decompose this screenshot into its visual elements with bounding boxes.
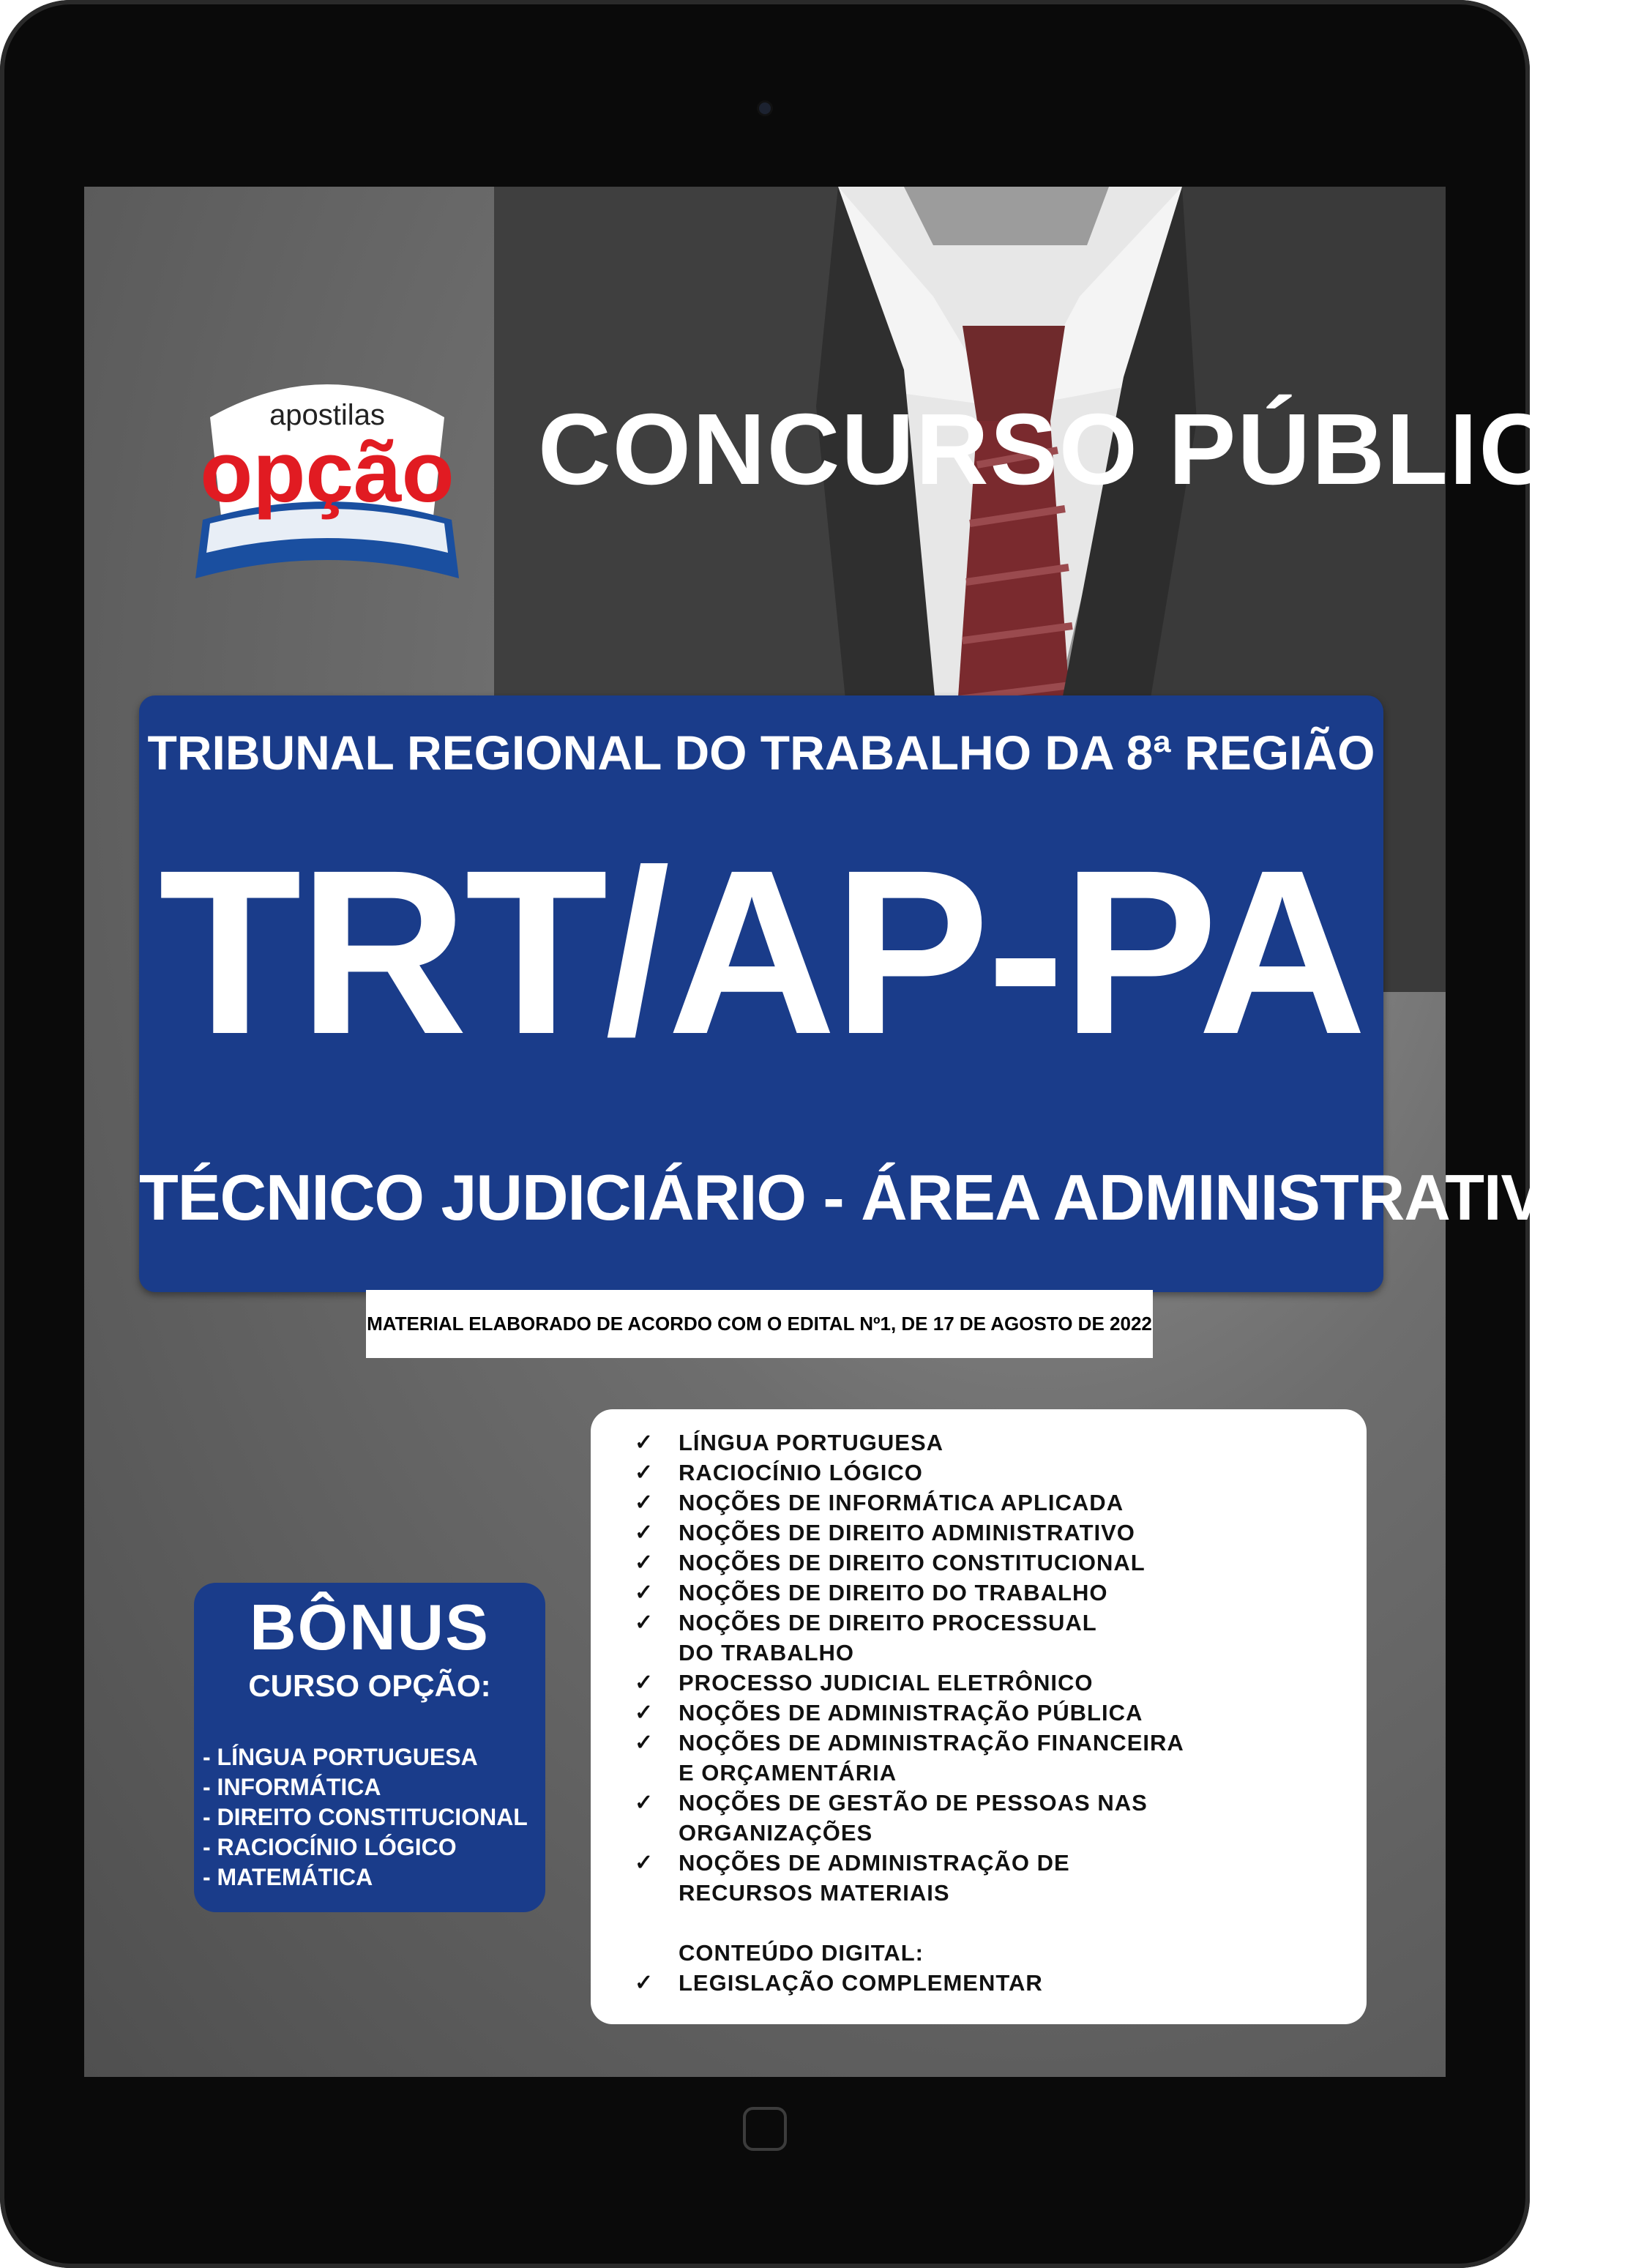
topic-item <box>627 1488 1184 1518</box>
book-cover <box>84 187 1633 2077</box>
topic-text: NOÇÕES DE DIREITO CONSTITUCIONAL <box>679 1550 1146 1575</box>
topic-text: E ORÇAMENTÁRIA <box>679 1760 897 1786</box>
bonus-list <box>203 1742 528 1892</box>
check-icon: ✓ <box>635 1671 654 1695</box>
topic-text: NOÇÕES DE ADMINISTRAÇÃO PÚBLICA <box>679 1700 1143 1726</box>
topic-item <box>627 1638 1184 1668</box>
logo-apostilas-text: apostilas <box>269 399 385 431</box>
topic-text: RACIOCÍNIO LÓGICO <box>679 1460 923 1485</box>
topic-item <box>627 1758 1184 1788</box>
topic-text: DO TRABALHO <box>679 1640 855 1665</box>
topic-item <box>627 1608 1184 1638</box>
topic-text: LEGISLAÇÃO COMPLEMENTAR <box>679 1970 1043 1996</box>
topic-item <box>627 1458 1184 1488</box>
check-icon: ✓ <box>635 1461 654 1485</box>
topic-text: NOÇÕES DE GESTÃO DE PESSOAS NAS <box>679 1790 1148 1816</box>
topic-item <box>627 1518 1184 1548</box>
topic-item <box>627 1878 1184 1908</box>
topic-text: NOÇÕES DE INFORMÁTICA APLICADA <box>679 1490 1124 1515</box>
topic-item <box>627 1788 1184 1818</box>
edital-note: MATERIAL ELABORADO DE ACORDO COM O EDITAL Nº1, DE 17 DE AGOSTO DE 2022 <box>366 1290 1153 1358</box>
topic-item <box>627 1818 1184 1848</box>
bonus-subtitle: CURSO OPÇÃO: <box>248 1668 491 1703</box>
position-title: TÉCNICO JUDICIÁRIO - ÁREA ADMINISTRATIVA <box>139 1161 1585 1234</box>
bonus-item: - DIREITO CONSTITUCIONAL <box>203 1804 528 1830</box>
topic-item <box>627 1848 1184 1878</box>
organization-name: TRIBUNAL REGIONAL DO TRABALHO DA 8ª REGIÃO <box>147 725 1375 780</box>
title-panel <box>139 695 1585 1292</box>
check-icon: ✓ <box>635 1971 654 1995</box>
main-title: TRT/AP-PA <box>158 821 1364 1083</box>
topic-text: LÍNGUA PORTUGUESA <box>679 1430 944 1455</box>
topic-text: NOÇÕES DE DIREITO PROCESSUAL <box>679 1610 1097 1635</box>
topic-item <box>627 1968 1184 1998</box>
apostilas-opcao-logo <box>166 366 488 600</box>
check-icon: ✓ <box>635 1491 654 1515</box>
check-icon: ✓ <box>635 1701 654 1725</box>
concurso-publico-heading: CONCURSO PÚBLICO <box>538 393 1633 506</box>
topic-text: CONTEÚDO DIGITAL: <box>679 1940 924 1966</box>
check-icon: ✓ <box>635 1521 654 1545</box>
topic-text: ORGANIZAÇÕES <box>679 1820 873 1846</box>
check-icon: ✓ <box>635 1851 654 1875</box>
topic-text: NOÇÕES DE ADMINISTRAÇÃO FINANCEIRA <box>679 1730 1184 1756</box>
topic-item <box>627 1908 1184 1938</box>
logo-opcao-text: opção <box>200 424 455 521</box>
check-icon: ✓ <box>635 1430 654 1455</box>
topic-item <box>627 1728 1184 1758</box>
check-icon: ✓ <box>635 1611 654 1635</box>
check-icon: ✓ <box>635 1731 654 1755</box>
topic-text: NOÇÕES DE ADMINISTRAÇÃO DE <box>679 1850 1070 1876</box>
topic-text: RECURSOS MATERIAIS <box>679 1880 950 1906</box>
topic-item <box>627 1698 1184 1728</box>
topics-list <box>627 1428 1184 1998</box>
camera-icon <box>759 102 771 114</box>
topic-text: PROCESSO JUDICIAL ELETRÔNICO <box>679 1670 1094 1696</box>
topic-item <box>627 1428 1184 1458</box>
bonus-item: - RACIOCÍNIO LÓGICO <box>203 1834 457 1860</box>
bonus-item: - INFORMÁTICA <box>203 1774 381 1800</box>
topic-item <box>627 1578 1184 1608</box>
check-icon: ✓ <box>635 1551 654 1575</box>
bonus-item: - LÍNGUA PORTUGUESA <box>203 1744 478 1770</box>
check-icon: ✓ <box>635 1581 654 1605</box>
topic-text: NOÇÕES DE DIREITO ADMINISTRATIVO <box>679 1520 1135 1545</box>
home-button[interactable] <box>743 2107 787 2151</box>
topic-text: NOÇÕES DE DIREITO DO TRABALHO <box>679 1580 1108 1605</box>
bonus-title: BÔNUS <box>250 1591 490 1663</box>
check-icon: ✓ <box>635 1791 654 1815</box>
bonus-box <box>194 1583 545 1912</box>
topic-item <box>627 1548 1184 1578</box>
bonus-item: - MATEMÁTICA <box>203 1864 373 1890</box>
topics-box <box>591 1409 1367 2024</box>
topic-item <box>627 1668 1184 1698</box>
topic-item <box>627 1938 1184 1968</box>
